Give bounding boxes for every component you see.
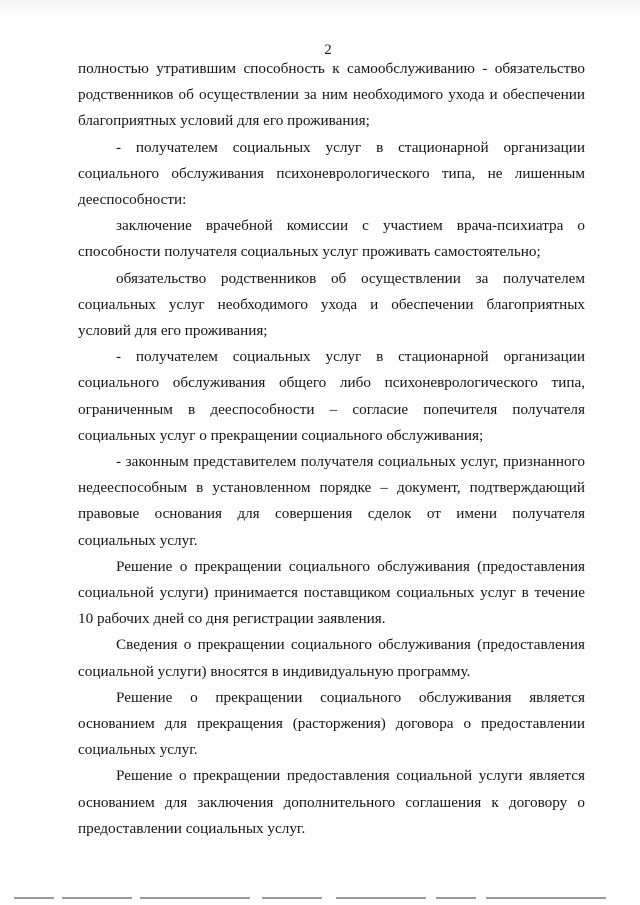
scan-artifact — [140, 897, 250, 899]
scan-artifact — [486, 897, 606, 899]
paragraph-continuation: полностью утратившим способность к самообслуживанию - обязательство родственников об осуществлении за ним необходимого ухода и обеспечении благоприятных условий для его проживания; — [78, 60, 585, 130]
scan-top-edge — [0, 0, 640, 14]
scan-artifact — [14, 897, 54, 899]
document-body — [78, 56, 585, 842]
page-number: 2 — [324, 42, 332, 58]
paragraph-decision-deadline: Решение о прекращении социального обслуживания (предоставления социальной услуги) принимается поставщиком социальных услуг в течение 10 рабочих дней со дня регистрации заявления. — [78, 557, 585, 628]
paragraph-individual-program: Сведения о прекращении социального обслуживания (предоставления социальной услуги) вносятся в индивидуальную программу. — [78, 636, 585, 680]
scan-artifact — [436, 897, 476, 899]
scan-artifact — [336, 897, 426, 899]
paragraph-commission-conclusion: заключение врачебной комиссии с участием врача-психиатра о способности получателя социальных услуг проживать самостоятельно; — [78, 217, 585, 261]
paragraph-list-item: - получателем социальных услуг в стационарной организации социального обслуживания психоневрологического типа, не лишенным дееспособности: — [78, 138, 585, 209]
scan-artifact — [62, 897, 132, 899]
scan-bottom-edge — [0, 883, 640, 905]
paragraph-list-item: - законным представителем получателя социальных услуг, признанного недееспособным в установленном порядке – документ, подтверждающий правовые основания для совершения сделок от имени получателя социальных услуг. — [78, 453, 585, 549]
paragraph-relatives-obligation: обязательство родственников об осуществлении за получателем социальных услуг необходимого ухода и обеспечении благоприятных условий для его проживания; — [78, 269, 585, 340]
scan-artifact — [262, 897, 322, 899]
paragraph-list-item: - получателем социальных услуг в стационарной организации социального обслуживания общего либо психоневрологического типа, ограниченным в дееспособности – согласие попечителя получателя социальных услуг о прекращении социального обслуживания; — [78, 348, 585, 444]
paragraph-additional-agreement: Решение о прекращении предоставления социальной услуги является основанием для заключения дополнительного соглашения к договору о предоставлении социальных услуг. — [78, 767, 585, 837]
paragraph-contract-termination: Решение о прекращении социального обслуживания является основанием для прекращения (расторжения) договора о предоставлении социальных услуг. — [78, 688, 585, 759]
